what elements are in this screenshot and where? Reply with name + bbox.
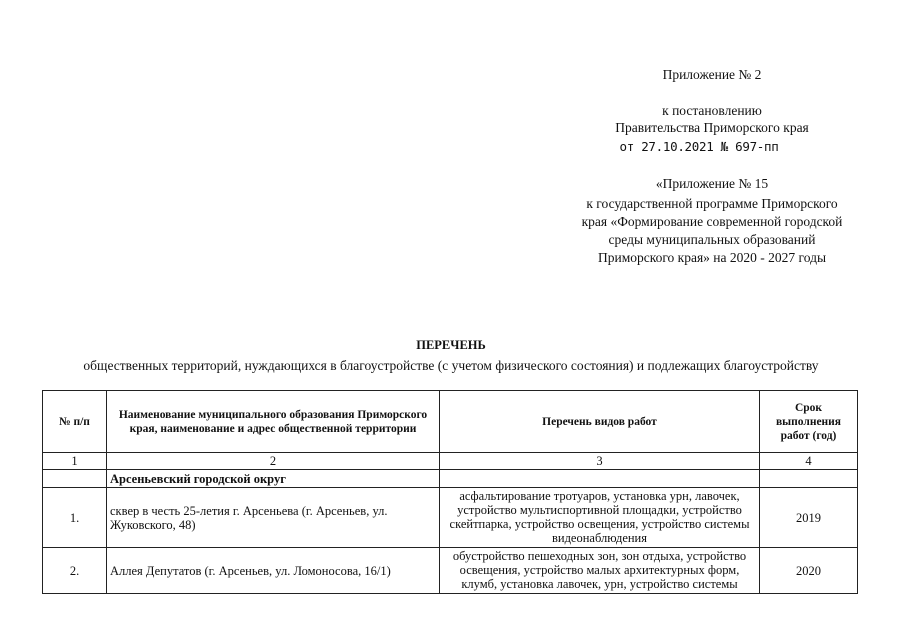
header-works: Перечень видов работ	[440, 391, 760, 453]
resolution-date-number: от 27.10.2021 № 697-пп	[619, 139, 779, 154]
column-number-row	[43, 453, 858, 470]
header-name: Наименование муниципального образования Приморского края, наименование и адрес общественной территории	[107, 391, 440, 453]
territory-name: Аллея Депутатов (г. Арсеньев, ул. Ломоносова, 16/1)	[107, 548, 440, 594]
group-works-cell	[440, 470, 760, 488]
document-subtitle: общественных территорий, нуждающихся в благоустройстве (с учетом физического состояния) и подлежащих благоустройству	[83, 358, 819, 373]
row-number: 1.	[43, 488, 107, 548]
work-year: 2019	[760, 488, 858, 548]
government-name: Правительства Приморского края	[615, 120, 809, 135]
col-number: 2	[107, 453, 440, 470]
header-num: № п/п	[43, 391, 107, 453]
territories-table	[42, 390, 858, 594]
program-line-2: края «Формирование современной городской	[581, 214, 843, 229]
col-number: 3	[440, 453, 760, 470]
table-row	[43, 488, 858, 548]
resolution-ref: к постановлению	[662, 103, 762, 118]
works-list: обустройство пешеходных зон, зон отдыха, устройство освещения, устройство малых архитектурных форм, клумб, установка лавочек, урн, устройство системы	[440, 548, 760, 594]
territory-name: сквер в честь 25-летия г. Арсеньева (г. Арсеньев, ул. Жуковского, 48)	[107, 488, 440, 548]
appendix-number: Приложение № 2	[662, 67, 762, 82]
appendix-15: «Приложение № 15	[655, 176, 769, 191]
table-header-row	[43, 391, 858, 453]
program-line-4: Приморского края» на 2020 - 2027 годы	[597, 250, 827, 265]
header-term: Срок выполнения работ (год)	[760, 391, 858, 453]
group-num-cell	[43, 470, 107, 488]
col-number: 1	[43, 453, 107, 470]
program-line-1: к государственной программе Приморского	[586, 196, 838, 211]
table-row	[43, 548, 858, 594]
work-year: 2020	[760, 548, 858, 594]
row-number: 2.	[43, 548, 107, 594]
col-number: 4	[760, 453, 858, 470]
group-row	[43, 470, 858, 488]
works-list: асфальтирование тротуаров, установка урн, лавочек, устройство мультиспортивной площадки, устройство скейтпарка, устройство освещения, устройство системы видеонаблюдения	[440, 488, 760, 548]
program-line-3: среды муниципальных образований	[608, 232, 816, 247]
group-term-cell	[760, 470, 858, 488]
document-title: ПЕРЕЧЕНЬ	[416, 338, 486, 352]
group-name: Арсеньевский городской округ	[107, 470, 440, 488]
